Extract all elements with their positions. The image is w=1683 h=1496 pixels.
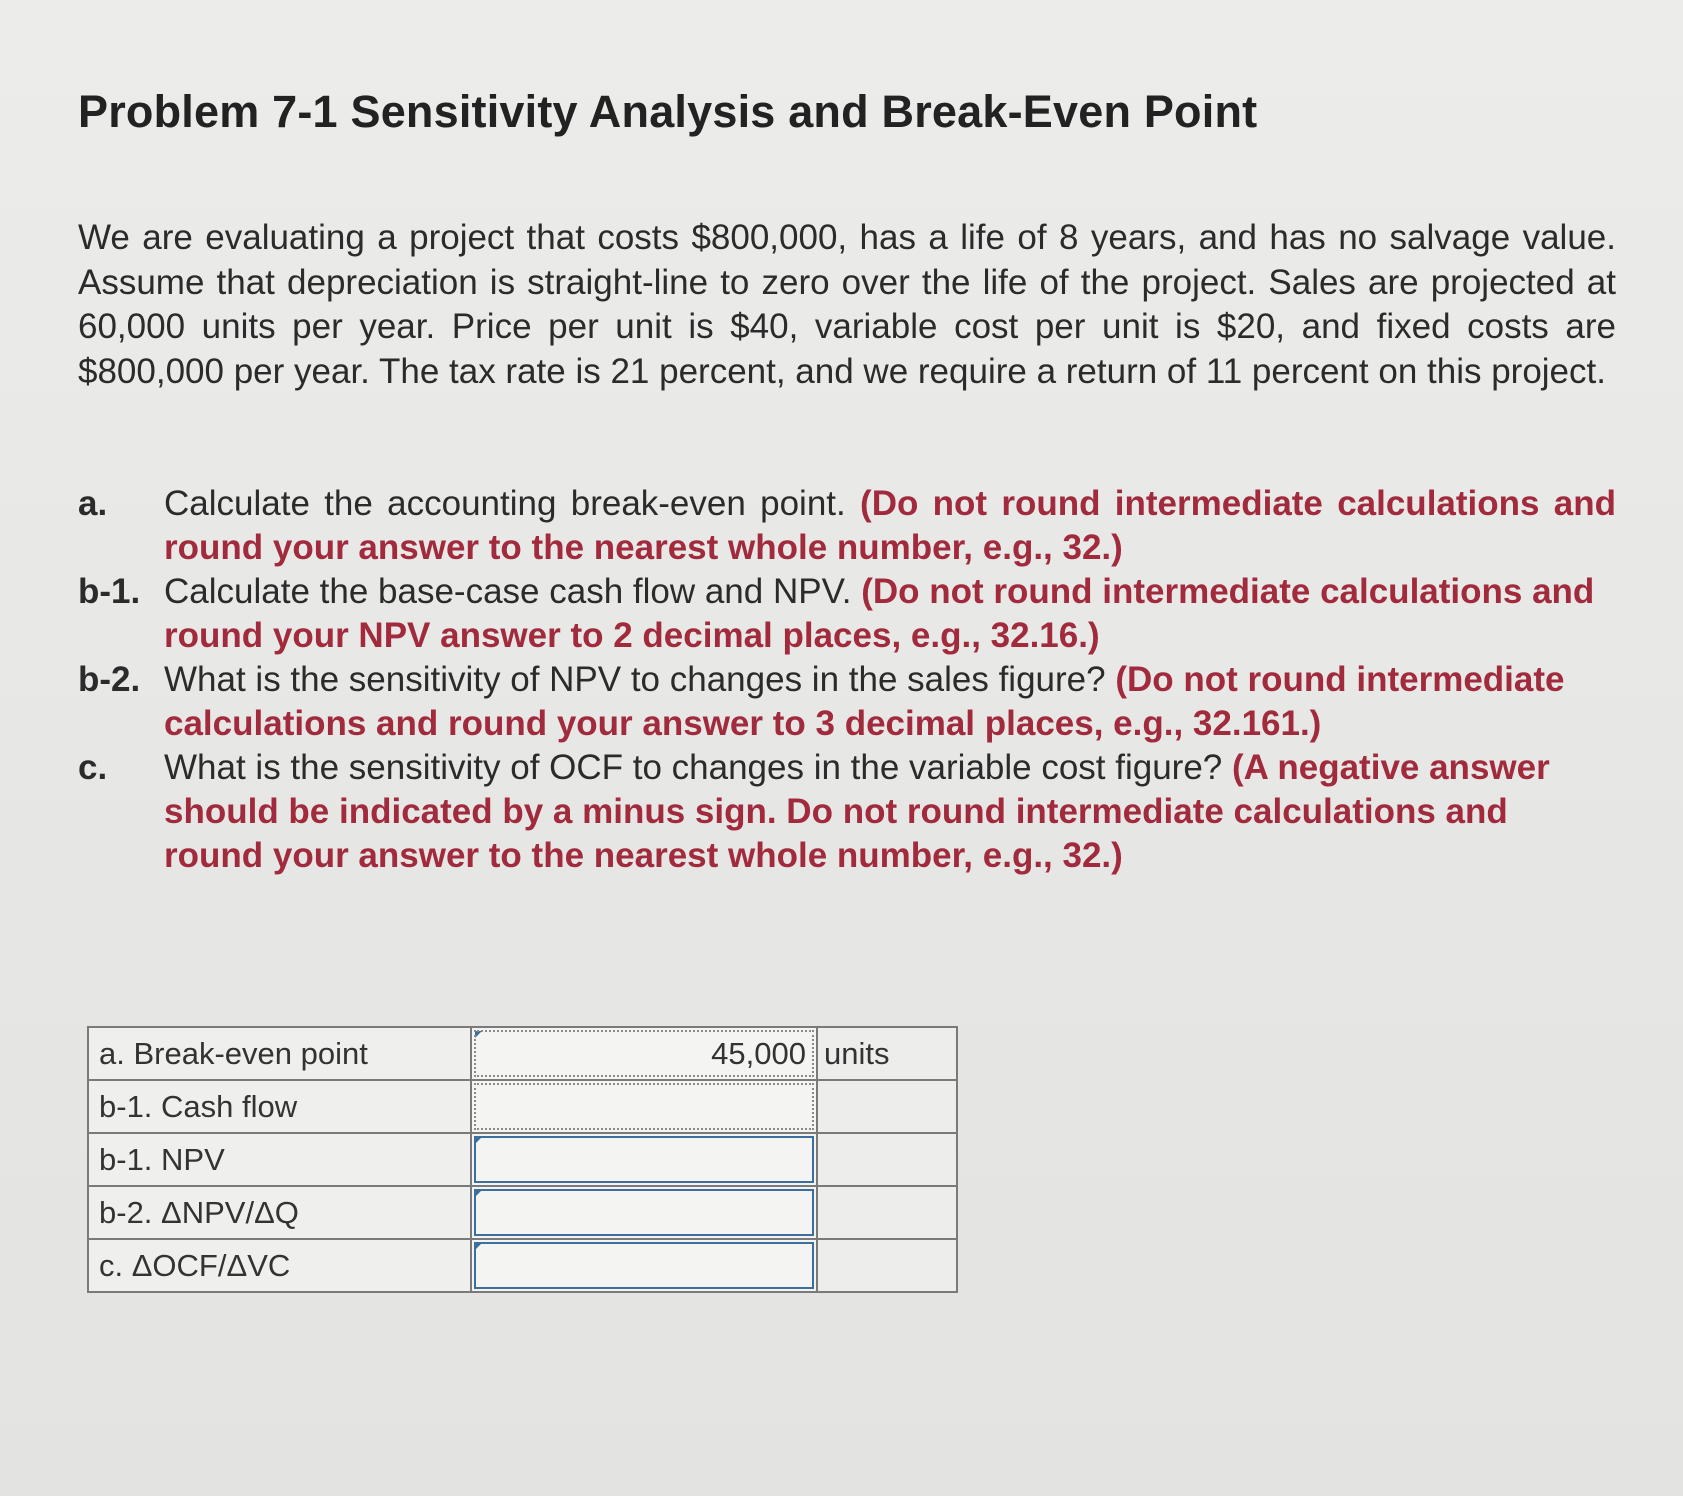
problem-description: We are evaluating a project that costs $800,000, has a life of 8 years, and has no salvage value. Assume that depreciation is straight-line to zero over the life of the project. Sales are projected at 60,000 units per year. Price per unit is $40, variable cost per unit is $20, and fixed costs are $800,000 per year. The tax rate is 21 percent, and we require a return of 11 percent on this project. [78,218,1616,391]
row-label-npv-sensitivity: b-2. ΔNPV/ΔQ [88,1186,471,1239]
cash-flow-input[interactable] [474,1083,814,1130]
question-a [78,482,1616,570]
row-label-break-even: a. Break-even point [88,1027,471,1080]
answer-table [87,1026,958,1293]
npv-input[interactable] [474,1136,814,1183]
npv-sensitivity-cell [471,1186,817,1239]
break-even-input[interactable] [474,1030,814,1077]
question-b1 [78,570,1634,658]
table-row [88,1027,957,1080]
table-row [88,1186,957,1239]
question-text: Calculate the base-case cash flow and NPV. [164,572,852,611]
unit-label [817,1186,957,1239]
table-row [88,1080,957,1133]
question-list [78,482,1616,878]
table-row [88,1133,957,1186]
row-label-ocf-sensitivity: c. ΔOCF/ΔVC [88,1239,471,1292]
ocf-sensitivity-input[interactable] [474,1242,814,1289]
question-b2 [78,658,1634,746]
question-label: b-1. [78,572,141,611]
question-label: a. [78,484,108,523]
npv-sensitivity-input[interactable] [474,1189,814,1236]
unit-label [817,1080,957,1133]
question-text: What is the sensitivity of OCF to changes in the variable cost figure? [164,748,1223,787]
row-label-cash-flow: b-1. Cash flow [88,1080,471,1133]
question-c [78,746,1584,878]
question-text: What is the sensitivity of NPV to changes in the sales figure? [164,660,1106,699]
question-text: Calculate the accounting break-even point. [164,484,846,523]
cash-flow-cell [471,1080,817,1133]
question-hint: (Do not round intermediate calculations and round your NPV answer to 2 decimal places, e.g., 32.16.) [164,572,1595,655]
unit-label: units [817,1027,957,1080]
row-label-npv: b-1. NPV [88,1133,471,1186]
break-even-cell [471,1027,817,1080]
question-label: b-2. [78,660,141,699]
table-row [88,1239,957,1292]
unit-label [817,1133,957,1186]
question-hint: (Do not round intermediate calculations and round your answer to the nearest whole number, e.g., 32.) [164,484,1616,567]
unit-label [817,1239,957,1292]
question-label: c. [78,748,108,787]
question-hint: (Do not round intermediate calculations and round your answer to 3 decimal places, e.g., 32.161.) [164,660,1565,743]
npv-cell [471,1133,817,1186]
ocf-sensitivity-cell [471,1239,817,1292]
question-hint: (A negative answer should be indicated by a minus sign. Do not round intermediate calculations and round your answer to the nearest whole number, e.g., 32.) [164,748,1550,875]
problem-title: Problem 7-1 Sensitivity Analysis and Break-Even Point [78,86,1258,137]
